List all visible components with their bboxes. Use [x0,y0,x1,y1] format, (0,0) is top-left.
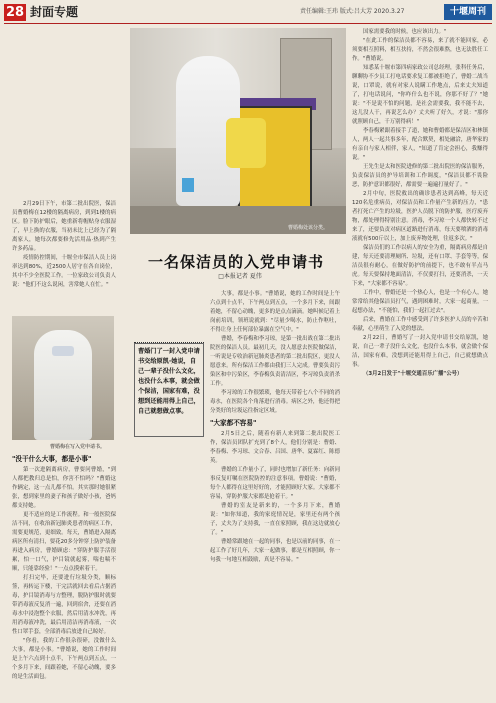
paragraph: 李春梅紧跟着接手了道，她和曹婚都是保洁区和林镇人，两人一起共事多年，配合默契，相处融洽，唐华家的有亲自与家人相伴，家人，"知道了肯定会担心，我赚得说。" [352,128,488,161]
article-byline: □本报记者 夏伟 [218,273,262,280]
paragraph: 打扫完毕，还要进行垃圾分类，顺标签，再转运下楼，干完活就回去看后占据消毒，护目镜消毒与方整理，脱防护服时就要带消毒液反复消一遍，回到宿舍，还要在消毒水中浸泡整个衣服，然后用清水冲洗，再用消毒液冲洗，最后用清洁再消毒液，一次性口罩手套，全部消毒后放进自己晾好。 [12,575,116,635]
paragraph: 2月中旬，医院救出的确诊患者达到高峰，每天近120名危重病员，对保洁员和工作量产生新的压力，"患者打死亡产生的垃圾，医护人员脱下的防护服，医疗废弃物，都处理得特别注意。消毒，李习琼一个人都快转不过来了，还要负责对病区道路进行消毒，每天要喷洒的消毒液就有500斤以上，加上废弃物处理，往返多次。" [352,191,488,242]
paragraph: 李习琼的工作很繁琐，他每天带着七八个不同的消毒水，在医院各个角落进行消毒。病区之外，他还得把分类好的垃圾运往指定区域。 [210,390,340,414]
paragraph: 王先生是太和医院进修的第二批出院医的保洁服务，负责保洁员的护导培训和工作调度，"保洁员都不畏险恶，防护意识都很好，都需要一遍遍打量好了。" [352,164,488,188]
paragraph: 2月29日下午，市第二批出院医，保洁员曹婚梅在12楼的隔离病房，到到1楼的病区。脸下防护眼后，她重新将帽贴身衣服湿了，早上换的衣服，当初未比上已经为了隔离家人，她每次都要修先活用品·热到产生许多药品。 [12,201,116,252]
paragraph: 第一次进隔离病房，曹要问曹婚，"到人都把教归总是怕，你害不怕吗？"曹婚这作辆定，这一点儿都不怕。其实那时她很紧张，想到家里的妻子和孩子做好小孩，爸妈都支持她。 [12,467,116,509]
subheading: "大家都不容易" [210,419,257,427]
article-title: 一名保洁员的入党申请书 [147,253,324,271]
paragraph: 保洁员们的工作以病人的安全为重，隔离病房都是自建，每天还要清理厕所、垃圾，还有口罩、手套等等，保洁员很有耐心，在做好防护的前提下，也不敢有半点马虎。每天要保持地面清洁，不仅要打扫，还要消杀，一天下来，"大家都不容易"。 [352,245,488,287]
paragraph: 后来，曹婚在工作中感受到了许多医护人员的辛苦和奉献，心里萌生了入党的想法。 [352,317,488,332]
article-column-1 [12,200,116,312]
paragraph: 曹婚常跟她在一起的同事，也是以前的同事，在一起工作了好几年，大家一起做事，都是互相照顾，你一句我一句地互相鼓励，真是不容易。" [210,539,340,563]
page-header [0,0,496,24]
paragraph: 曹婚的工作量小了，同时也增加了新任务：向新同事反复叮嘱在医院防控的注意事项。曹婚说："曹婚，每个人都得在这里好好的，才能照顾好大家。大家都不容易，穿防护服大家都是抢着干。" [210,467,340,500]
paragraph: 国家需要我的时候，也应该出力。" [363,29,447,35]
paragraph: 更不适应的是工作流程。和一般医院保洁不同，在收治新冠肺炎患者的病区工作，需要更规范，更细致。每天，曹婚进入隔离病区所有清扫，要花20多分钟穿上防护装备再进入病房，曹婚顾虑："穿防护服手活很累，怕一口气，护目镜就起雾，喘也喘不顺，只能靠经验！"一点点摸索着干。 [12,512,116,572]
paragraph: 曹婚，李春梅和李习琼，是第一批出战在第二批出院医的保洁人员。最初几天，没人愿意去医院做保洁，一听说是专收治新冠肺炎患者的第二批出院区，更没人愿意来。所有保洁工作都由我们三人完成。曹要负责污染区和中污染区，李春梅负责清洁区，李习琼负责消杀工作。 [210,336,340,387]
main-photo [130,28,346,234]
article-column-1-lower [12,452,116,700]
brand-logo: 十堰周刊 [444,4,492,20]
paragraph: （3月2日发于"十堰交通百乐广播"公号） [363,371,463,377]
paragraph: 2月5日之后，随着有新人来到第二批出院医工作，保洁员团队扩充到了8个人，他们分别是：曹婚、李春梅、李习琼、文合春、吕国、唐华、夏霖红、陈德英。 [210,431,340,464]
blue-glove [182,178,194,192]
secondary-photo-caption: 曹婚梅在写入党申请书。 [50,444,106,450]
paragraph: 大事，都是小事。"曹婚说，她的工作时间是上午六点到十点半，下午两点到五点，一个多月下来，间跟着她，不留心动魄，更多的是点点滴滴。她叫候记着上岗前培训，领班说就到："尽量少喝水，防止作呕吐，不得让身上任何部位暴露在空气中。" [210,291,340,333]
pull-quote: 曹婚门了一封入党申请书交给原凯·她说，自己一辈子没什么文化，也没什么本事，就会做个保洁，国家有难，没想到还能用得上自己，自己就想做点事。 [134,343,204,437]
header-rule [4,23,492,24]
garbage-bag [226,118,266,168]
paragraph: 工作中，曹婚还是一个热心人，也是一个有心人，她常常给其他保洁员打气，遇到困难时，大家一起商量，一起想办法，"不能怕，我们一起扛过去"。 [352,290,488,314]
section-title: 封面专题 [30,5,79,19]
page-number: 28 [5,5,25,20]
paragraph: "你看，我的工作很杂很碎，没做什么大事，都是小事。"曹婚说，她的工作时间是上午六点到十点半，下午两点到五点，一个多月下来，间跟着她，不留心动魄，要多的是生活面包。 [12,638,116,680]
paragraph: 疫情防控期间，十堰全市保洁人员上岗率达到80%，近2500人居守在各自岗位，其中不少全医院工作。一位家政公司负责人说："他们不这么说闲，害常她人在忙。" [12,255,116,288]
article-column-3 [352,28,488,700]
paragraph: 知悉某十堰市第四病家政公司总经理，张科任务后，聊聊协不少员工打电话要求复工都被拒绝了，曹婚二战当说，口罩说，就有对家人说瞒工作地点，后来丈夫知道了，打电话说问，"你咋什么也不说，你那不好了？"她说："不是说不怕的问题，是社会需要我，我不能不去，这儿没人干，再说艺么办？丈夫听了好久，才说："那你就照顾自己，千万别得病！" [352,65,488,125]
paragraph: 曹婚的室友是新来的，一个多月下来，曹婚说："如你知道，我的家庭情况是，家里还有两个孩子，丈夫为了支持我，一直在家照顾，我在这边就放心了。" [210,503,340,536]
editor-meta: 责任编辑:王玮 版式:吕大芳 2020.3.27 [300,8,405,15]
secondary-photo [12,316,114,440]
goggles [52,346,74,356]
subheading: "没干什么大事，都是小事" [12,455,92,463]
paragraph: "在此工作的保洁员都不容易，来了就不能回家，必须要相互照料，相互扶持，不然会很难熬，也无法胜任工作。"曹婚说。 [352,38,488,62]
article-column-2 [210,290,340,700]
main-photo-caption: 曹婚梅处该分类。 [288,225,329,231]
paragraph: 2月22日，曹婚写了一封入党申请书交给原凯，她说，自己一辈子没什么文化，也没什么本事，就会做个保洁，国家有难，没想到还能用得上自己，自己就想做点事。 [352,335,488,368]
